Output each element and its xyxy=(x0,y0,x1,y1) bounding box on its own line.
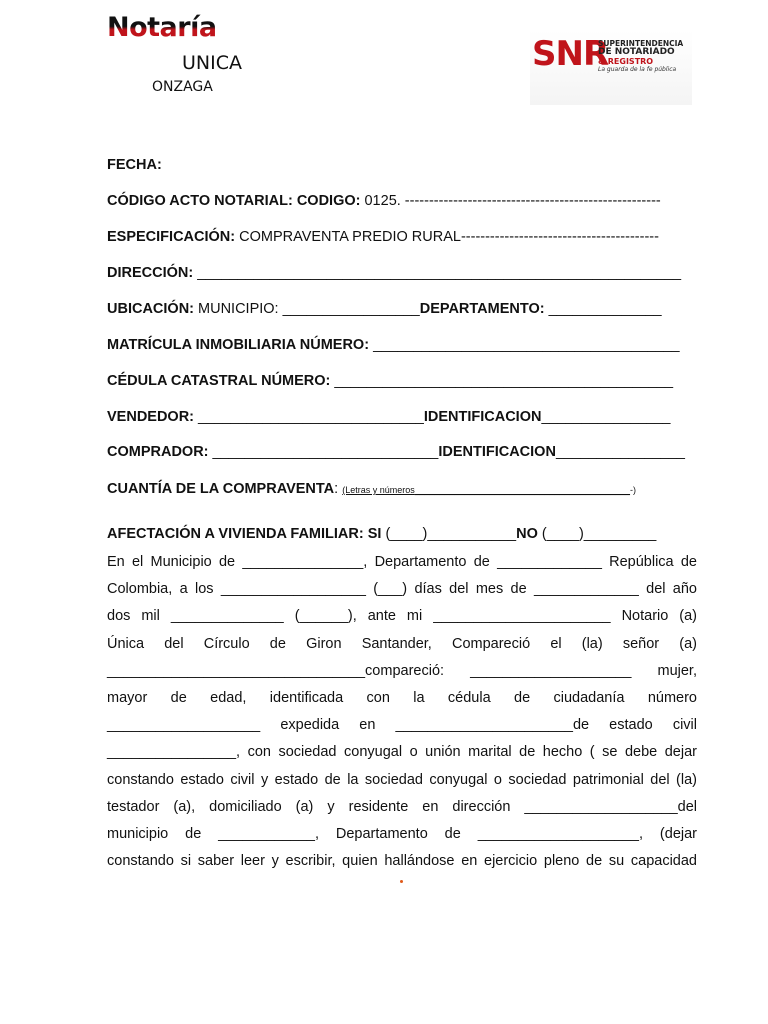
body-line: testador (a), domiciliado (a) y residente en dirección ___________________del xyxy=(107,798,697,815)
vendedor-value: ____________________________ xyxy=(194,409,424,425)
cuantia-label: CUANTÍA DE LA COMPRAVENTA xyxy=(107,481,335,497)
cedula-catastral-field xyxy=(107,372,673,390)
direccion-label: DIRECCIÓN: xyxy=(107,265,194,281)
fecha-label: FECHA: xyxy=(107,157,162,173)
especificacion-value: COMPRAVENTA PREDIO RURAL----------------------------------------- xyxy=(235,229,659,245)
afectacion-si-blank: (____)___________ xyxy=(381,526,517,542)
matricula-label: MATRÍCULA INMOBILIARIA NÚMERO: xyxy=(107,337,370,353)
snr-logo xyxy=(530,30,692,105)
snr-tagline: La guarda de la fe pública xyxy=(598,66,677,73)
departamento-label: DEPARTAMENTO: xyxy=(419,301,545,317)
snr-mark: SNR xyxy=(532,34,609,74)
body-line: ________________________________compareció: ____________________ mujer, xyxy=(107,662,697,679)
cuantia-close: -) xyxy=(630,485,636,495)
cuantia-colon: : xyxy=(334,481,343,497)
cuantia-hint-line: ___________________________________________ xyxy=(414,485,630,495)
fecha-field xyxy=(107,156,162,174)
notaria-logo: Notaría xyxy=(107,12,217,43)
body-line: constando estado civil y estado de la sociedad conyugal o sociedad patrimonial del (la) xyxy=(107,771,697,788)
body-line: ___________________ expedida en ______________________de estado civil xyxy=(107,717,697,734)
body-line: Única del Círculo de Giron Santander, Compareció el (la) señor (a) xyxy=(107,635,697,652)
snr-line-2: DE NOTARIADO xyxy=(598,47,675,57)
ubicacion-field xyxy=(107,300,662,318)
cuantia-hint: (Letras y números xyxy=(342,485,415,495)
body-line: mayor de edad, identificada con la cédula de ciudadanía número xyxy=(107,689,697,706)
codigo-field xyxy=(107,192,661,210)
afectacion-no-label: NO xyxy=(516,526,538,542)
comprador-label: COMPRADOR: xyxy=(107,444,209,460)
afectacion-field xyxy=(107,525,656,543)
comprador-id-label: IDENTIFICACION xyxy=(438,444,556,460)
body-line: municipio de ____________, Departamento de ____________________, (dejar xyxy=(107,825,697,842)
vendedor-field xyxy=(107,408,670,426)
afectacion-no-blank: (____)_________ xyxy=(537,526,657,542)
body-line: Colombia, a los __________________ (___) días del mes de _____________ del año xyxy=(107,581,697,598)
codigo-label: CÓDIGO ACTO NOTARIAL: CODIGO: xyxy=(107,193,361,209)
matricula-value: ______________________________________ xyxy=(369,337,680,353)
afectacion-label: AFECTACIÓN A VIVIENDA FAMILIAR: SI xyxy=(107,526,382,542)
comprador-value: ____________________________ xyxy=(208,444,439,460)
body-line: constando si saber leer y escribir, quien hallándose en ejercicio pleno de su capacidad xyxy=(107,853,697,870)
matricula-field xyxy=(107,336,680,354)
body-paragraph xyxy=(107,549,697,875)
page-mark-dot xyxy=(400,880,403,883)
vendedor-id-label: IDENTIFICACION xyxy=(423,409,542,425)
notaria-place-text: ONZAGA xyxy=(152,79,213,95)
cedula-catastral-value: __________________________________________ xyxy=(330,373,674,389)
cuantia-field xyxy=(107,480,636,499)
cedula-catastral-label: CÉDULA CATASTRAL NÚMERO: xyxy=(107,373,331,389)
vendedor-id-value: ________________ xyxy=(541,409,671,425)
comprador-id-value: ________________ xyxy=(555,444,685,460)
notaria-unica-text: UNICA xyxy=(182,52,242,74)
direccion-field xyxy=(107,264,681,282)
comprador-field xyxy=(107,443,685,461)
direccion-value: ____________________________________________________________ xyxy=(193,265,682,281)
especificacion-label: ESPECIFICACIÓN: xyxy=(107,229,236,245)
body-line: En el Municipio de _______________, Departamento de _____________ República de xyxy=(107,554,697,570)
snr-line-3: & REGISTRO xyxy=(598,57,654,66)
snr-line-1: SUPERINTENDENCIA xyxy=(598,39,684,48)
ubicacion-municipio: MUNICIPIO: _________________ xyxy=(194,301,420,317)
body-line: ________________, con sociedad conyugal o unión marital de hecho ( se debe dejar xyxy=(107,744,697,761)
departamento-value: ______________ xyxy=(544,301,662,317)
body-line: dos mil ______________ (______), ante mi ______________________ Notario (a) xyxy=(107,608,697,625)
vendedor-label: VENDEDOR: xyxy=(107,409,195,425)
especificacion-field xyxy=(107,228,659,246)
ubicacion-label: UBICACIÓN: xyxy=(107,301,194,317)
codigo-value: 0125. ----------------------------------------------------- xyxy=(360,193,661,209)
